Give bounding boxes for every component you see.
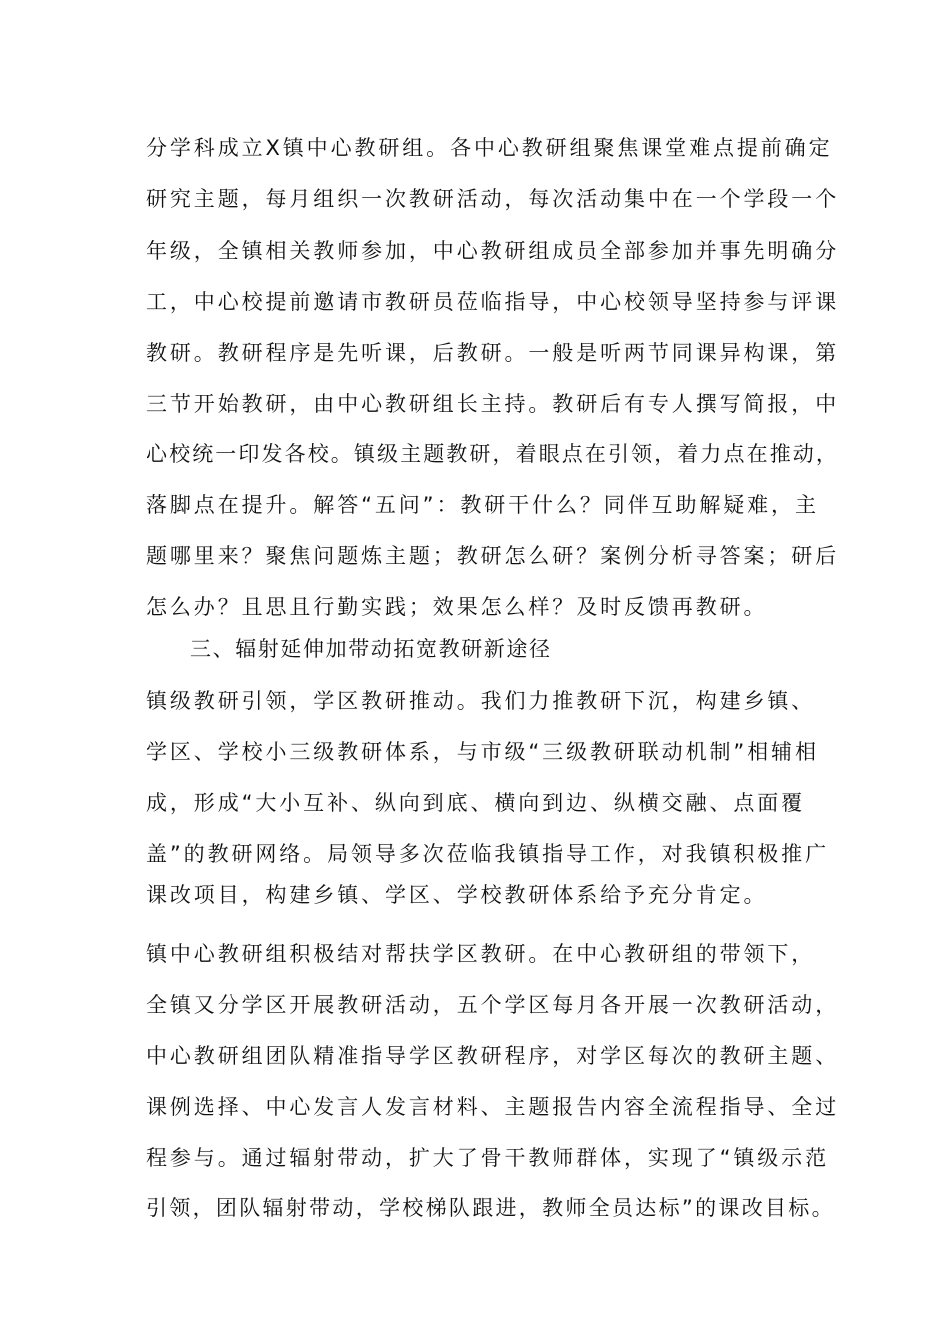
para1-line-2: 研究主题，每月组织一次教研活动，每次活动集中在一个学段一个 [146,187,840,211]
para2-line-2: 学区、学校小三级教研体系，与市级“三级教研联动机制”相辅相 [146,740,819,764]
para1-line-3: 年级，全镇相关教师参加，中心教研组成员全部参加并事先明确分 [146,239,840,263]
para3-line-6: 引领，团队辐射带动，学校梯队跟进，教师全员达标”的课改目标。 [146,1196,835,1220]
para3-line-4: 课例选择、中心发言人发言材料、主题报告内容全流程指导、全过 [146,1095,840,1119]
para1-line-4: 工，中心校提前邀请市教研员莅临指导，中心校领导坚持参与评课 [146,290,840,314]
para1-line-5: 教研。教研程序是先听课，后教研。一般是听两节同课异构课，第 [146,341,840,365]
para2-line-1: 镇级教研引领，学区教研推动。我们力推教研下沉，构建乡镇、 [146,689,816,713]
para3-line-5: 程参与。通过辐射带动，扩大了骨干教师群体，实现了“镇级示范 [146,1146,829,1170]
para2-line-4: 盖”的教研网络。局领导多次莅临我镇指导工作，对我镇积极推广 [146,842,829,866]
para1-line-8: 落脚点在提升。解答“五问”：教研干什么？同伴互助解疑难，主 [146,493,819,517]
para1-line-10: 怎么办？且思且行勤实践；效果怎么样？及时反馈再教研。 [146,595,768,619]
para1-line-1: 分学科成立X镇中心教研组。各中心教研组聚焦课堂难点提前确定 [146,136,833,160]
para2-line-5: 课改项目，构建乡镇、学区、学校教研体系给予充分肯定。 [146,883,768,907]
section-heading-3: 三、辐射延伸加带动拓宽教研新途径 [190,637,552,661]
para3-line-1: 镇中心教研组积极结对帮扶学区教研。在中心教研组的带领下， [146,942,816,966]
para3-line-2: 全镇又分学区开展教研活动，五个学区每月各开展一次教研活动， [146,993,840,1017]
para1-line-6: 三节开始教研，由中心教研组长主持。教研后有专人撰写简报，中 [146,392,840,416]
para2-line-3: 成，形成“大小互补、纵向到底、横向到边、纵横交融、点面覆 [146,791,806,815]
para1-line-9: 题哪里来？聚焦问题炼主题；教研怎么研？案例分析寻答案；研后 [146,544,840,568]
para1-line-7: 心校统一印发各校。镇级主题教研，着眼点在引领，着力点在推动， [146,442,839,466]
para3-line-3: 中心教研组团队精准指导学区教研程序，对学区每次的教研主题、 [146,1044,840,1068]
